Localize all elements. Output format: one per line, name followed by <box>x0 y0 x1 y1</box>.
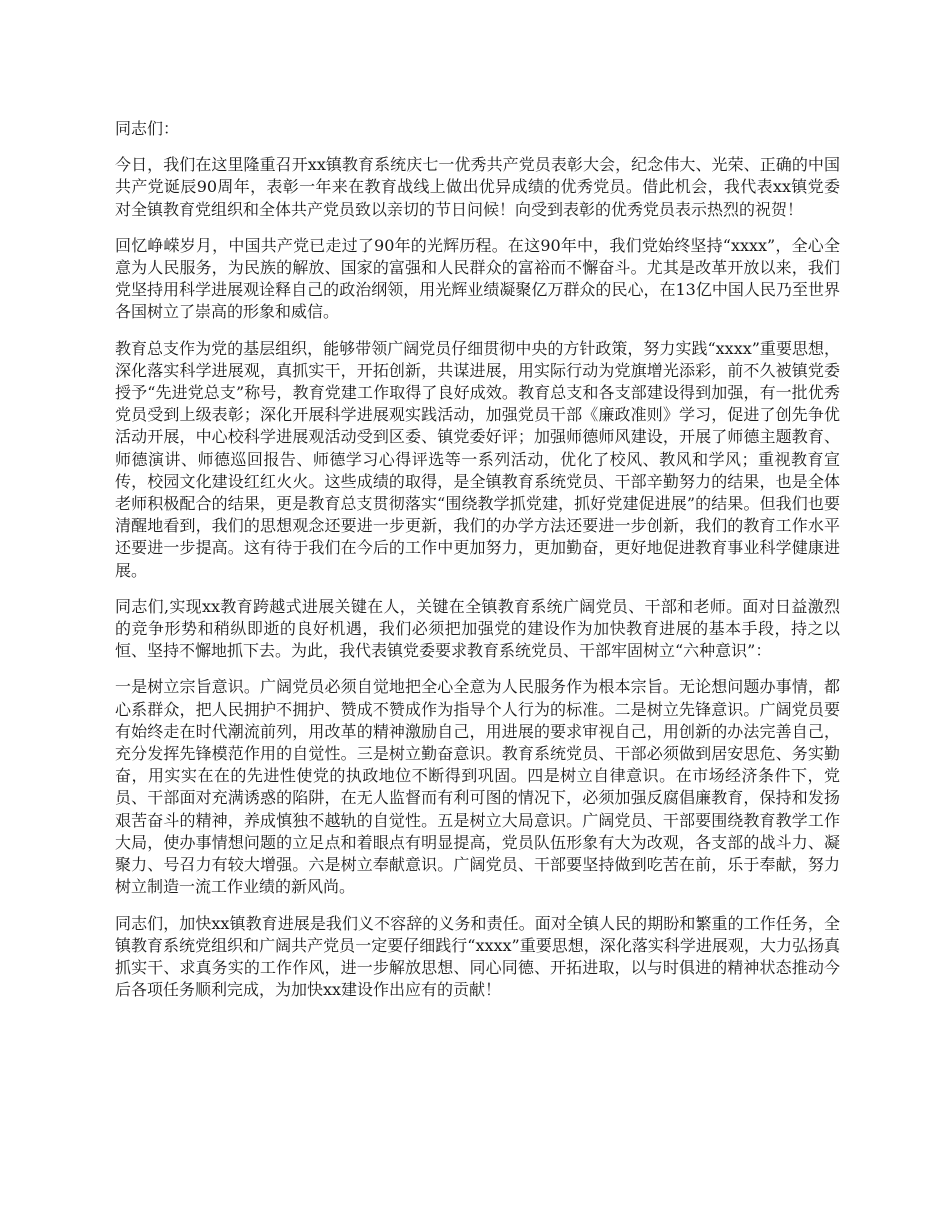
paragraph-six-awareness: 一是树立宗旨意识。广阔党员必须自觉地把全心全意为人民服务作为根本宗旨。无论想问题办事情，都心系群众，把人民拥护不拥护、赞成不赞成作为指导个人行为的标准。二是树立先锋意识。广阔党员要有始终走在时代潮流前列，用改革的精神激励自己，用进展的要求审视自己，用创新的办法完善自己，充分发挥先锋模范作用的自觉性。三是树立勤奋意识。教育系统党员、干部必须做到居安思危、务实勤奋，用实实在在的先进性使党的执政地位不断得到巩固。四是树立自律意识。在市场经济条件下，党员、干部面对充满诱惑的陷阱，在无人监督而有利可图的情况下，必须加强反腐倡廉教育，保持和发扬艰苦奋斗的精神，养成慎独不越轨的自觉性。五是树立大局意识。广阔党员、干部要围绕教育教学工作大局，使办事情想问题的立足点和着眼点有明显提高，党员队伍形象有大为改观，各支部的战斗力、凝聚力、号召力有较大增强。六是树立奉献意识。广阔党员、干部要坚持做到吃苦在前，乐于奉献，努力树立制造一流工作业绩的新风尚。 <box>115 677 840 897</box>
paragraph-closing: 同志们，加快xx镇教育进展是我们义不容辞的义务和责任。面对全镇人民的期盼和繁重的工作任务，全镇教育系统党组织和广阔共产党员一定要仔细践行“xxxx”重要思想，深化落实科学进展观，大力弘扬真抓实干、求真务实的工作作风，进一步解放思想、同心同德、开拓进取，以与时俱进的精神状态推动今后各项任务顺利完成，为加快xx建设作出应有的贡献！ <box>115 913 840 1000</box>
salutation: 同志们： <box>115 119 180 138</box>
paragraph-requirements: 同志们,实现xx教育跨越式进展关键在人，关键在全镇教育系统广阔党员、干部和老师。面对日益激烈的竞争形势和稍纵即逝的良好机遇，我们必须把加强党的建设作为加快教育进展的基本手段，持之以恒、坚持不懈地抓下去。为此，我代表镇党委要求教育系统党员、干部牢固树立“六种意识”： <box>115 596 840 661</box>
paragraph-opening: 今日，我们在这里隆重召开xx镇教育系统庆七一优秀共产党员表彰大会，纪念伟大、光荣、正确的中国共产党诞辰90周年，表彰一年来在教育战线上做出优异成绩的优秀党员。借此机会，我代表xx镇党委对全镇教育党组织和全体共产党员致以亲切的节日问候！向受到表彰的优秀党员表示热烈的祝贺！ <box>115 155 840 219</box>
paragraph-achievements: 教育总支作为党的基层组织，能够带领广阔党员仔细贯彻中央的方针政策，努力实践“xxxx”重要思想，深化落实科学进展观，真抓实干，开拓创新，共谋进展，用实际行动为党旗增光添彩，前不久被镇党委授予“先进党总支”称号，教育党建工作取得了良好成效。教育总支和各支部建设得到加强，有一批优秀党员受到上级表彰；深化开展科学进展观实践活动，加强党员干部《廉政准则》学习，促进了创先争优活动开展，中心校科学进展观活动受到区委、镇党委好评；加强师德师风建设，开展了师德主题教育、师德演讲、师德巡回报告、师德学习心得评选等一系列活动，优化了校风、教风和学风；重视教育宣传，校园文化建设红红火火。这些成绩的取得，是全镇教育系统党员、干部辛勤努力的结果，也是全体老师积极配合的结果，更是教育总支贯彻落实“围绕教学抓党建，抓好党建促进展”的结果。但我们也要清醒地看到，我们的思想观念还要进一步更新，我们的办学方法还要进一步创新，我们的教育工作水平还要进一步提高。这有待于我们在今后的工作中更加努力，更加勤奋，更好地促进教育事业科学健康进展。 <box>115 338 840 580</box>
document-page <box>115 118 840 1015</box>
paragraph-history: 回忆峥嵘岁月，中国共产党已走过了90年的光辉历程。在这90年中，我们党始终坚持“xxxx”，全心全意为人民服务，为民族的解放、国家的富强和人民群众的富裕而不懈奋斗。尤其是改革开放以来，我们党坚持用科学进展观诠释自己的政治纲领，用光辉业绩凝聚亿万群众的民心，在13亿中国人民乃至世界各国树立了崇高的形象和威信。 <box>115 235 840 322</box>
